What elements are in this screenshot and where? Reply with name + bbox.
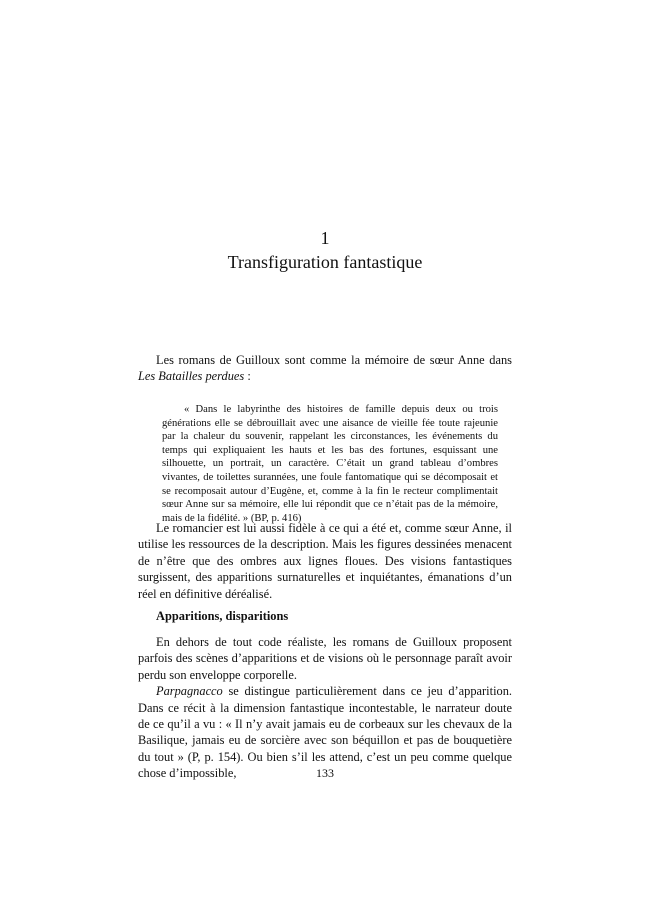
intro-lead: Les romans de Guilloux sont comme la mémoire de sœur Anne dans [156,353,512,367]
parpagnacco-title: Parpagnacco [156,684,223,699]
block-quote [162,403,498,525]
intro-book-title: Les Batailles perdues [138,369,245,384]
paragraph-fidelity [138,520,512,602]
parpagnacco-text: se distingue particulièrement dans ce jeu d’apparition. Dans ce récit à la dimension fantastique incontestable, le narrateur doute de ce qu’il a vu : « Il n’y avait jamais eu de corbeaux sur les chevaux de la Basilique, jamais eu de sorcière avec son béquillon et pas de bouquetière du tout » (P, p. 154). Ou bien s’il les attend, c’est un peu comme quelque chose d’impossible, [138,684,512,781]
intro-paragraph [138,352,512,385]
paragraph-apparitions: En dehors de tout code réaliste, les romans de Guilloux proposent parfois des scènes d’apparitions et de visions où le personnage paraît avoir perdu son enveloppe corporelle. [138,635,512,682]
page-number: 133 [316,766,334,780]
chapter-title: Transfiguration fantastique [227,252,423,272]
quote-text: « Dans le labyrinthe des histoires de famille depuis deux ou trois générations elle se débrouillait avec une aisance de vieille fée toute rajeunie par la chaleur du souvenir, rappelant les circonstances, les événements du temps qui expliquaient les hauts et les bas des fortunes, esquissant une silhouette, un portrait, un caractère. C’était un grand tableau d’ombres vivantes, de toilettes surannées, une foule fantomatique qui se décomposait et se recomposait autour d’Eugène, et, comme à la fin le recteur complimentait sœur Anne sur sa mémoire, elle lui répondit que ce n’était pas de la mémoire, mais de la fidélité. » (BP, p. 416) [162,404,498,524]
intro-tail: : [244,369,251,384]
section-body [138,634,512,782]
section-heading: Apparitions, disparitions [156,609,289,623]
chapter-number: 1 [320,228,330,248]
paragraph-fidelity-text: Le romancier est lui aussi fidèle à ce qui a été et, comme sœur Anne, il utilise les ressources de la description. Mais les figures dessinées menacent de n’être que des ombres aux lignes floues. Des visions fantastiques surgissent, des apparitions surnaturelles et inquiétantes, émanations d’un réel en définitive déréalisé. [138,521,512,601]
